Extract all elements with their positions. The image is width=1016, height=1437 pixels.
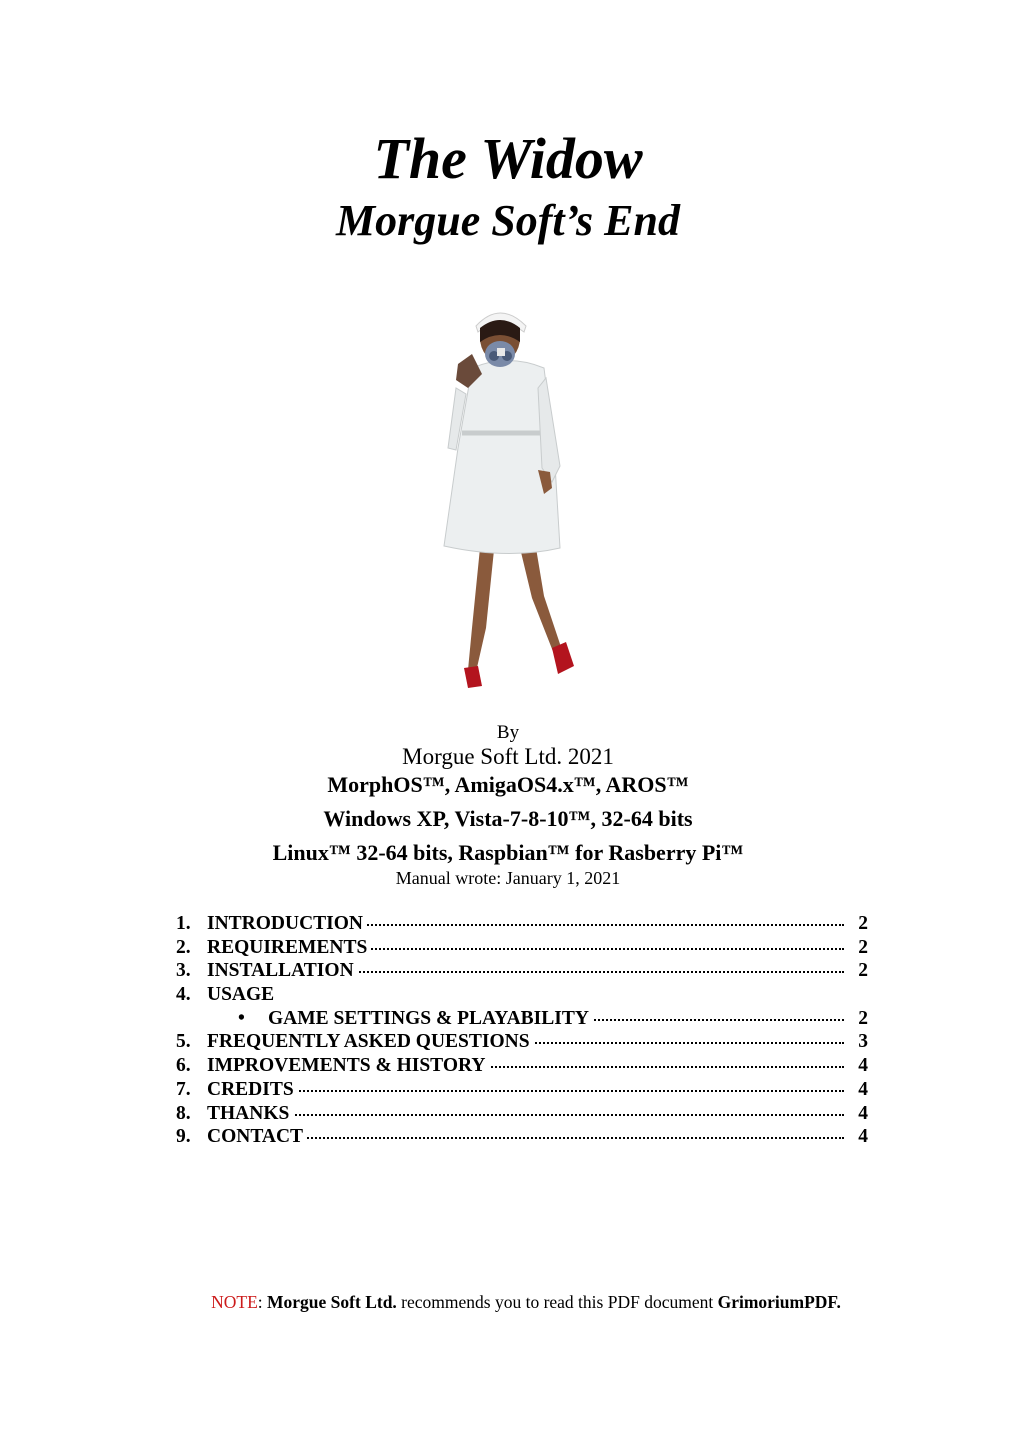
toc-label: CREDITS	[207, 1079, 298, 1101]
toc-page-number: 4	[854, 1055, 868, 1077]
toc-label: FREQUENTLY ASKED QUESTIONS	[207, 1031, 534, 1053]
toc-number: 2.	[176, 936, 191, 958]
toc-entry-credits[interactable]	[176, 1079, 876, 1103]
toc-label: IMPROVEMENTS & HISTORY	[207, 1055, 489, 1077]
toc-entry-game-settings[interactable]	[176, 1008, 876, 1032]
toc-label: REQUIREMENTS	[207, 937, 371, 959]
toc-number: 3.	[176, 960, 191, 982]
note-document-name: GrimoriumPDF.	[717, 1292, 841, 1312]
cover-illustration-nurse	[428, 298, 588, 694]
document-subtitle: Morgue Soft’s End	[336, 196, 680, 245]
note-company: Morgue Soft Ltd.	[267, 1292, 397, 1312]
toc-page-number: 4	[854, 1079, 868, 1101]
toc-page-number: 3	[854, 1031, 868, 1053]
toc-number: 8.	[176, 1102, 191, 1124]
note-colon: :	[257, 1292, 263, 1312]
toc-entry-usage[interactable]	[176, 984, 876, 1008]
toc-number: 9.	[176, 1126, 191, 1148]
toc-entry-contact[interactable]	[176, 1126, 876, 1150]
toc-number: 6.	[176, 1055, 191, 1077]
toc-entry-thanks[interactable]	[176, 1103, 876, 1127]
toc-leader-dots	[216, 1137, 844, 1139]
toc-entry-improvements[interactable]	[176, 1055, 876, 1079]
note-label: NOTE	[211, 1292, 258, 1312]
byline-label: By	[496, 722, 520, 743]
table-of-contents	[176, 913, 876, 1150]
platforms-line-2: Windows XP, Vista-7-8-10™, 32-64 bits	[323, 806, 693, 831]
platforms-line-3: Linux™ 32-64 bits, Raspbian™ for Rasberry Pi™	[272, 840, 744, 865]
company-year: Morgue Soft Ltd. 2021	[402, 744, 614, 769]
toc-label: CONTACT	[207, 1126, 307, 1148]
toc-bullet: •	[238, 1007, 245, 1029]
toc-label: GAME SETTINGS & PLAYABILITY	[268, 1008, 593, 1030]
toc-label: THANKS	[207, 1103, 293, 1125]
toc-page-number: 2	[854, 960, 868, 982]
platforms-line-1: MorphOS™, AmigaOS4.x™, AROS™	[327, 772, 689, 797]
toc-label: INSTALLATION	[207, 960, 358, 982]
toc-entry-installation[interactable]	[176, 960, 876, 984]
note-text: recommends you to read this PDF document	[396, 1292, 718, 1312]
toc-number: 7.	[176, 1078, 191, 1100]
toc-label: INTRODUCTION	[207, 913, 367, 935]
toc-entry-introduction[interactable]	[176, 913, 876, 937]
toc-leader-dots	[216, 1090, 844, 1092]
toc-page-number: 2	[854, 913, 868, 935]
footer-note	[0, 1292, 1016, 1313]
toc-page-number: 4	[854, 1126, 868, 1148]
manual-date: Manual wrote: January 1, 2021	[395, 868, 621, 888]
toc-label: USAGE	[207, 984, 278, 1006]
toc-page-number: 2	[854, 937, 868, 959]
document-title: The Widow	[373, 126, 643, 191]
toc-number: 1.	[176, 913, 191, 934]
toc-leader-dots	[216, 1114, 844, 1116]
toc-page-number: 2	[854, 1008, 868, 1030]
toc-page-number: 4	[854, 1103, 868, 1125]
toc-number: 4.	[176, 984, 191, 1006]
toc-number: 5.	[176, 1031, 191, 1053]
toc-entry-requirements[interactable]	[176, 937, 876, 961]
toc-entry-faq[interactable]	[176, 1031, 876, 1055]
